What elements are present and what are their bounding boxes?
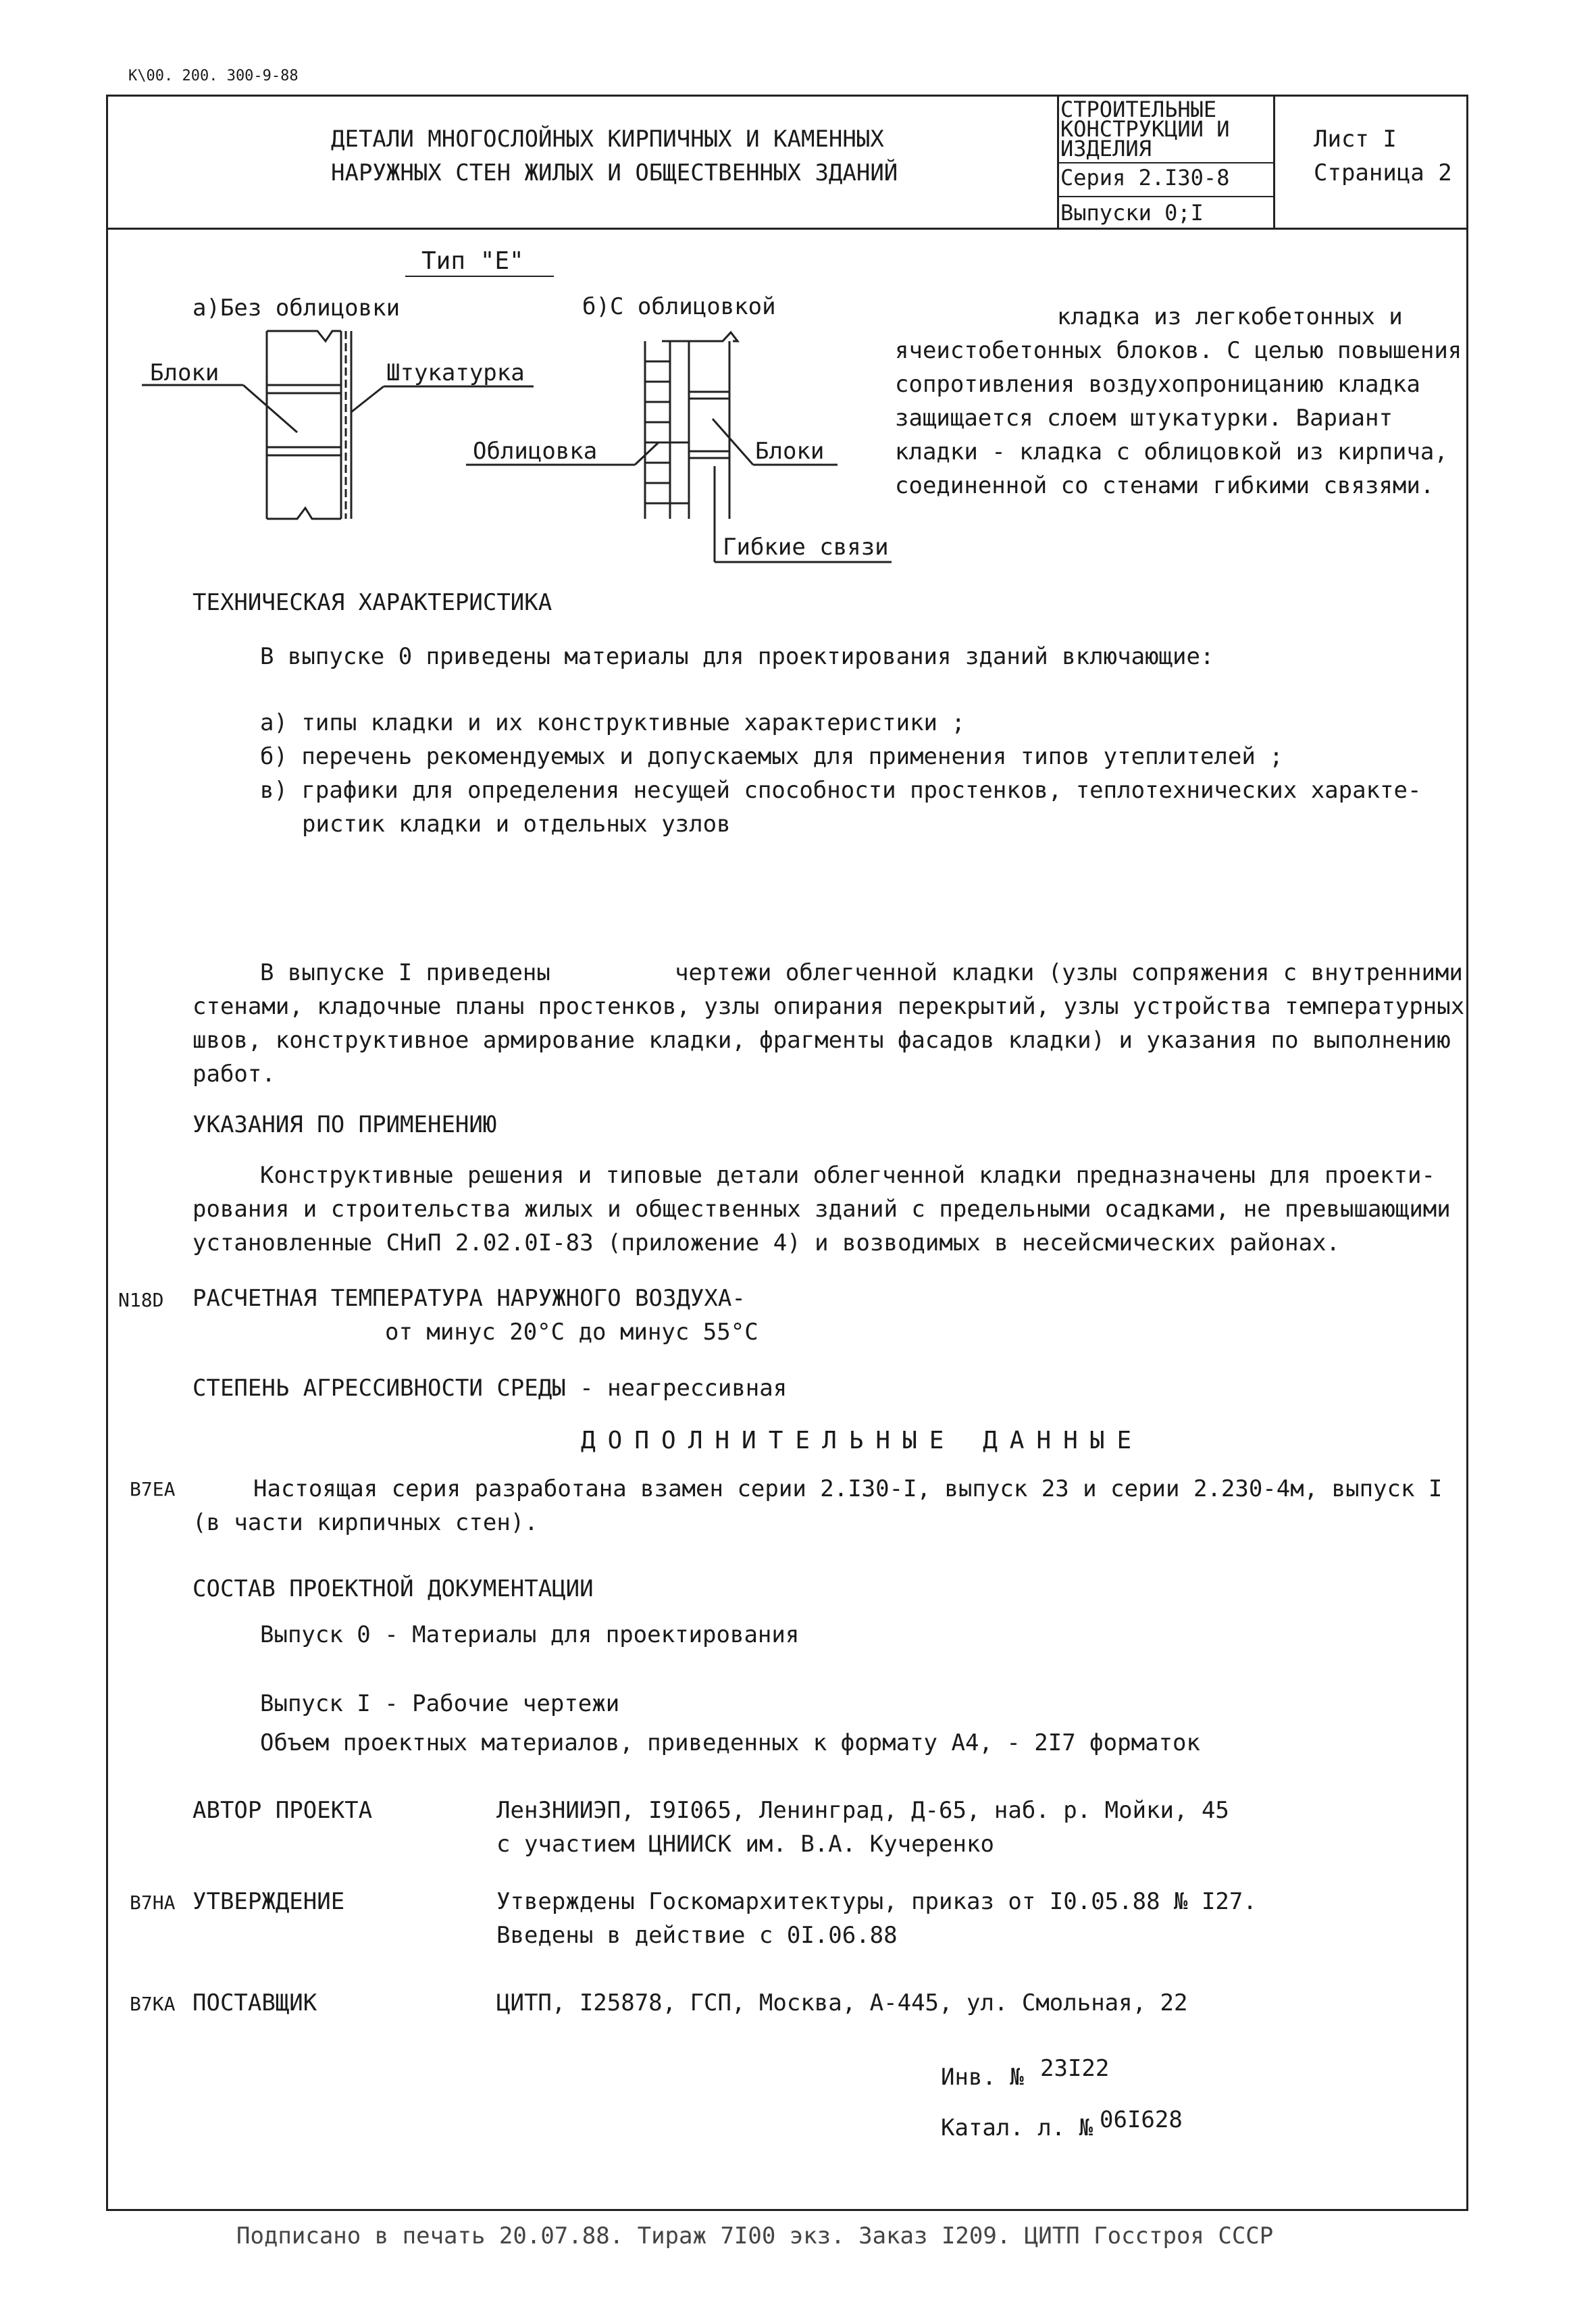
description-line: защищается слоем штукатурки. Вариант xyxy=(895,405,1393,432)
category-line2: КОНСТРУКЦИИ И xyxy=(1060,116,1230,142)
category-block xyxy=(1060,97,1230,161)
variant-b-label: б)С облицовкой xyxy=(582,293,776,320)
category-underline xyxy=(1057,162,1273,163)
description-line: соединенной со стенами гибкими связями. xyxy=(895,472,1435,499)
tech-intro: В выпуске 0 приведены материалы для проектирования зданий включающие: xyxy=(260,643,1214,670)
usage-line2: рования и строительства жилых и общественных зданий с предельными осадками, не превышающими xyxy=(192,1196,1451,1223)
wall-break-top xyxy=(267,331,341,341)
author-line2: с участием ЦНИИСК им. В.А. Кучеренко xyxy=(496,1831,994,1858)
supplier-code: B7KA xyxy=(130,1993,176,2015)
series-underline xyxy=(1057,196,1273,197)
supplier-label: ПОСТАВЩИК xyxy=(192,1989,317,2016)
category-line3: ИЗДЕЛИЯ xyxy=(1060,136,1152,161)
description-line: сопротивления воздухопроницанию кладка xyxy=(895,371,1420,398)
page-number: Страница 2 xyxy=(1314,159,1452,186)
author-label: АВТОР ПРОЕКТА xyxy=(192,1797,373,1824)
approval-line2: Введены в действие с 0I.06.88 xyxy=(496,1922,898,1949)
tech-heading: ТЕХНИЧЕСКАЯ ХАРАКТЕРИСТИКА xyxy=(192,589,552,616)
figure-description xyxy=(895,300,1462,503)
supplier-value: ЦИТП, I25878, ГСП, Москва, А-445, ул. Смольная, 22 xyxy=(496,1989,1188,2016)
approval-line1: Утверждены Госкомархитектуры, приказ от I0.05.88 № I27. xyxy=(496,1888,1257,1915)
aggressiveness: СТЕПЕНЬ АГРЕССИВНОСТИ СРЕДЫ - неагрессивная xyxy=(192,1375,788,1402)
temperature-heading: РАСЧЕТНАЯ ТЕМПЕРАТУРА НАРУЖНОГО ВОЗДУХА- xyxy=(192,1285,746,1312)
catalog-number: 06I628 xyxy=(1100,2106,1183,2133)
wall-break-bottom xyxy=(267,508,341,519)
issue1-line3: швов, конструктивное армирование кладки, фрагменты фасадов кладки) и указания по выполнению xyxy=(192,1027,1451,1054)
document-title-line1: ДЕТАЛИ МНОГОСЛОЙНЫХ КИРПИЧНЫХ И КАМЕННЫХ xyxy=(331,126,884,153)
doc-code: К\00. 200. 300-9-88 xyxy=(128,68,299,84)
approval-code: B7HA xyxy=(130,1891,176,1914)
issues: Выпуски 0;I xyxy=(1060,200,1204,226)
usage-line1: Конструктивные решения и типовые детали облегченной кладки предназначены для проекти- xyxy=(260,1162,1435,1189)
tech-item-c: в) графики для определения несущей способности простенков, теплотехнических характе- xyxy=(260,777,1422,804)
composition-issue0: Выпуск 0 - Материалы для проектирования xyxy=(260,1621,800,1648)
inventory-number: 23I22 xyxy=(1040,2055,1110,2082)
masonry-sketch xyxy=(0,0,946,581)
catalog-label: Катал. л. № xyxy=(941,2114,1093,2141)
sheet-number: Лист I xyxy=(1314,126,1397,153)
label-blocks-b: Блоки xyxy=(755,438,825,465)
type-title: Тип "Е" xyxy=(421,247,524,275)
tech-item-b: б) перечень рекомендуемых и допускаемых для применения типов утеплителей ; xyxy=(260,743,1283,770)
additional-line1: Настоящая серия разработана взамен серии 2.I30-I, выпуск 23 и серии 2.230-4м, выпуск I xyxy=(253,1475,1443,1502)
issue1-line4: работ. xyxy=(192,1061,276,1088)
usage-line3: установленные СНиП 2.02.0I-83 (приложение 4) и возводимых в несейсмических районах. xyxy=(192,1229,1340,1256)
print-footer: Подписано в печать 20.07.88. Тираж 7I00 экз. Заказ I209. ЦИТП Госстроя СССР xyxy=(236,2222,1274,2250)
tech-item-a: а) типы кладки и их конструктивные характеристики ; xyxy=(260,709,965,736)
wall-b-break-top xyxy=(662,332,738,341)
title-block-separator xyxy=(1273,95,1275,230)
label-plaster: Штукатурка xyxy=(386,359,525,386)
document-title-line2: НАРУЖНЫХ СТЕН ЖИЛЫХ И ОБЩЕСТВЕННЫХ ЗДАНИЙ xyxy=(331,159,898,186)
usage-heading: УКАЗАНИЯ ПО ПРИМЕНЕНИЮ xyxy=(192,1111,497,1138)
additional-line2: (в части кирпичных стен). xyxy=(192,1509,538,1536)
composition-volume: Объем проектных материалов, приведенных к формату А4, - 2I7 форматок xyxy=(260,1729,1200,1756)
label-blocks-a: Блоки xyxy=(150,359,220,386)
label-facing: Облицовка xyxy=(473,438,598,465)
additional-heading: ДОПОЛНИТЕЛЬНЫЕ ДАННЫЕ xyxy=(581,1427,1144,1454)
temperature-value: от минус 20°С до минус 55°С xyxy=(385,1319,758,1346)
tech-item-c-cont: ристик кладки и отдельных узлов xyxy=(302,811,731,838)
variant-a-label: а)Без облицовки xyxy=(192,295,401,322)
description-line: ячеистобетонных блоков. С целью повышения xyxy=(895,337,1462,364)
issue1-line2: стенами, кладочные планы простенков, узлы опирания перекрытий, узлы устройства температурных xyxy=(192,993,1465,1020)
label-flexible-ties: Гибкие связи xyxy=(723,534,889,561)
series-number: Серия 2.I30-8 xyxy=(1060,165,1230,190)
category-line1: СТРОИТЕЛЬНЫЕ xyxy=(1060,97,1217,122)
composition-heading: СОСТАВ ПРОЕКТНОЙ ДОКУМЕНТАЦИИ xyxy=(192,1575,594,1602)
author-line1: ЛенЗНИИЭП, I9I065, Ленинград, Д-65, наб. р. Мойки, 45 xyxy=(496,1797,1229,1824)
additional-code: B7EA xyxy=(130,1478,176,1500)
temperature-code: N18D xyxy=(118,1289,164,1311)
inventory-label: Инв. № xyxy=(941,2064,1024,2091)
issue1-line1: В выпуске I приведены чертежи облегченной кладки (узлы сопряжения с внутренними xyxy=(260,959,1463,986)
composition-issue1: Выпуск I - Рабочие чертежи xyxy=(260,1690,620,1717)
description-line: кладка из легкобетонных и xyxy=(1057,303,1403,330)
approval-label: УТВЕРЖДЕНИЕ xyxy=(192,1888,345,1915)
description-line: кладки - кладка с облицовкой из кирпича, xyxy=(895,438,1448,465)
